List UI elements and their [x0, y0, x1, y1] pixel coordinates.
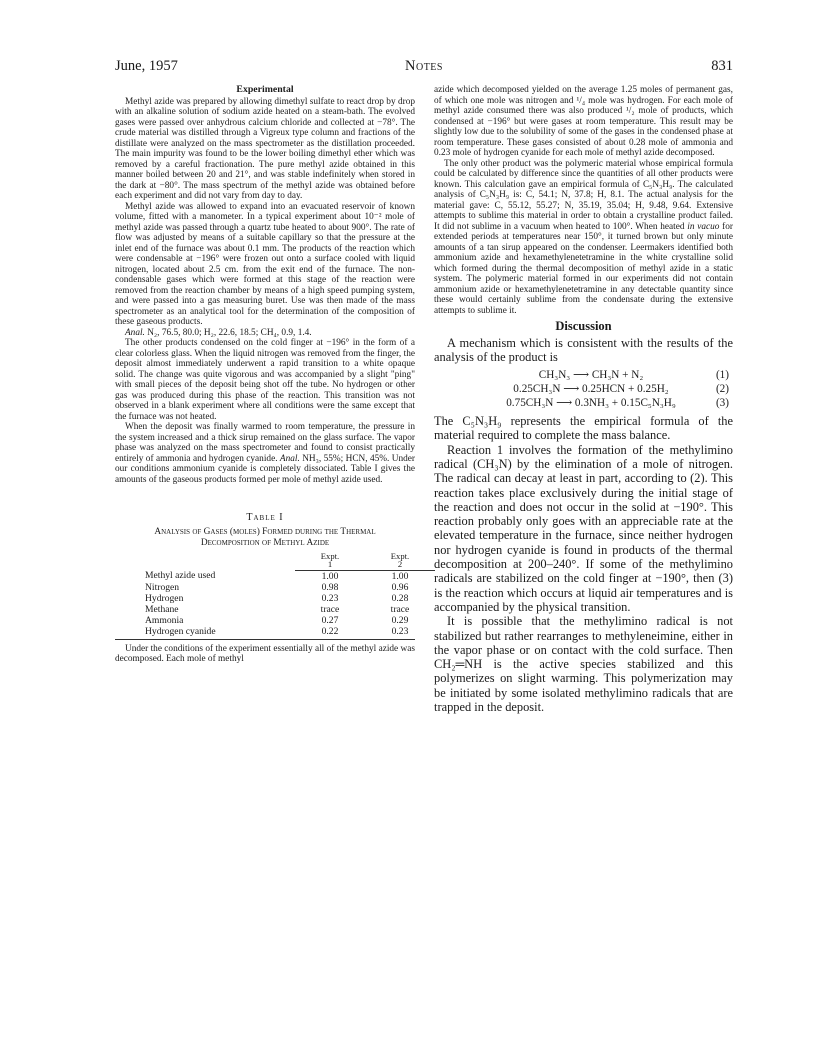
table-header-expt-2: Expt. 2: [365, 551, 435, 571]
table-bottom-rule: [115, 639, 415, 640]
in-vacuo-italic: in vacuo: [687, 221, 720, 232]
table-row: [145, 626, 435, 637]
row-value-expt-1: 0.98: [321, 581, 339, 593]
row-value-expt-2: 1.00: [391, 570, 409, 582]
analysis-gases-paragraph: [115, 328, 415, 339]
continued-paragraph: azide which decomposed yielded on the average 1.25 moles of permanent gas, of which one mole was nitrogen and ¹/₄ mole was hydrogen. For each mole of methyl azide consumed there was also produced ¹/₂ mole of products, which condensed at −196° but were gases at room temperature. This result may be slightly low due to the solubility of some of the gases in the condensed phase at room temperature. These gases consisted of about 0.28 mole of ammonia and 0.23 mole of hydrogen cyanide for each mole of methyl azide decomposed.: [434, 85, 733, 158]
table-1: [115, 513, 415, 640]
anal-label-1: Anal.: [125, 327, 145, 338]
row-label: Methane: [145, 603, 179, 615]
equation-number: (1): [715, 369, 729, 382]
equation-text: 0.25CH₃N ⟶ 0.25HCN + 0.25H₂: [513, 383, 669, 396]
equation-number: (2): [715, 383, 729, 396]
row-value-expt-2: trace: [390, 603, 410, 615]
table-header-expt-1: Expt. 1: [295, 551, 365, 571]
header-date: June, 1957: [115, 58, 178, 74]
equation-text: CH₃N₃ ⟶ CH₃N + N₂: [538, 369, 644, 382]
polymer-paragraph-start: The only other product was the polymeric material whose empirical formula could be calculated by difference since the quantities of all other products were known. This calculation gave an empirical formula of C₅N₃H₉. The calculated analysis of C₅N₃H₉ is: C, 54.1; N, 37.8; H, 8.1. The actual analysis for the material gave: C, 55.12, 55.27; N, 35.19, 35.04; H, 9.48, 9.64. Extensive attempts to sublime this material in order to obtain a crystalline product failed. It did not sublime in a vacuum when heated to 100°. When heated: [434, 158, 733, 232]
discussion-paragraph-1: The C₅N₃H₉ represents the empirical formula of the material required to complete the mass balance.: [434, 414, 733, 443]
table-caption: [115, 527, 415, 549]
after-table-paragraph: Under the conditions of the experiment essentially all of the methyl azide was decomposed. Each mole of methyl: [115, 643, 415, 665]
experimental-paragraph-4-end: NH₃, 55%; HCN, 45%. Under our conditions ammonium cyanide is completely dissociated. Table I gives the amounts of the gaseous products formed per mole of methyl azide used.: [115, 453, 415, 485]
row-label: Hydrogen cyanide: [145, 625, 216, 637]
discussion-heading: Discussion: [555, 319, 612, 333]
table-row: [145, 570, 435, 582]
row-value-expt-2: 0.23: [391, 625, 409, 637]
table-header-row: [145, 551, 435, 571]
polymer-paragraph-end: for extended periods at temperatures near 150°, it turned brown but only minute amounts of a tan sirup appeared on the condenser. Leermakers identified both ammonium azide and hexamethylenetetramine in the white crystalline solid which formed during the thermal decomposition of methyl azide in a static system. The polymeric material formed in our experiments did not contain ammonium azide or hexamethylenetetramine in any detectable quantity since these would certainly sublime from the condensate during the extensive attempts to sublime it.: [434, 221, 733, 316]
row-value-expt-2: 0.96: [391, 581, 409, 593]
gas-analysis-table: [145, 551, 435, 637]
row-value-expt-2: 0.28: [391, 592, 409, 604]
reaction-equations: [434, 368, 733, 410]
experimental-paragraph-4-start: When the deposit was finally warmed to room temperature, the pressure in the system increased and a thick sirup remained on the glass surface. The vapor phase was analyzed on the mass spectrometer and found to consist practically entirely of ammonia and hydrogen cyanide.: [115, 422, 415, 464]
row-label: Methyl azide used: [145, 570, 216, 582]
anal-label-2: Anal.: [279, 453, 300, 464]
table-caption-line-2: Decomposition of Methyl Azide: [200, 537, 330, 548]
discussion-paragraph-2: Reaction 1 involves the formation of the methylimino radical (CH₃N) by the elimination of a mole of nitrogen. The radical can decay at least in part, according to (2). This reaction takes place exclusively during the initial stage of the reaction and does not occur in the solid at −190°. This reaction probably only goes with an appreciable rate at the elevated temperature in the furnace, since neither hydrogen nor hydrogen cyanide is found in products of the thermal decomposition at 200–240°. If some of the methylimino radicals are stabilized on the cold finger at −190°, then (3) is the reaction which occurs at liquid air temperatures and is accompanied by the physical transition.: [434, 442, 733, 614]
equation: [434, 382, 733, 396]
experimental-paragraph-3: The other products condensed on the cold finger at −196° in the form of a clear colorless glass. When the liquid nitrogen was removed from the finger, the deposit almost immediately underwent a rapid transition to a white opaque solid. The change was quite vigorous and was accompanied by a slight "ping" with small pieces of the deposit being shot off the tube. No hydrogen or other gas was produced during this phase of the reaction. This transition was not observed in a blank experiment where all conditions were the same except that the furnace was not heated.: [115, 338, 415, 422]
discussion-intro: A mechanism which is consistent with the results of the analysis of the product is: [434, 335, 733, 364]
table-row: [145, 593, 435, 604]
table-header-blank: [145, 551, 295, 571]
discussion-paragraph-3: It is possible that the methylimino radical is not stabilized but rather rearranges to methyleneimine, either in the vapor phase or on contact with the cold surface. Then CH₂═NH is the active species stabilized and this polymerizes on slight warming. This polymerization may be initiated by some isolated methylimino radicals that are trapped in the deposit.: [434, 614, 733, 715]
equation-text: 0.75CH₃N ⟶ 0.3NH₃ + 0.15C₅N₃H₉: [506, 397, 676, 410]
row-label: Nitrogen: [145, 581, 180, 593]
equation: [434, 368, 733, 382]
row-value-expt-1: 0.23: [321, 592, 339, 604]
header-page-number: 831: [711, 58, 733, 74]
row-value-expt-1: trace: [320, 603, 340, 615]
experimental-heading: Experimental: [236, 84, 294, 95]
table-row: [145, 615, 435, 626]
left-column: [115, 85, 415, 665]
table-row: [145, 582, 435, 593]
analysis-gases-values: N₂, 76.5, 80.0; H₂, 22.6, 18.5; CH₄, 0.9, 1.4.: [147, 327, 312, 338]
row-label: Ammonia: [145, 614, 184, 626]
header-section-title: Notes: [405, 58, 443, 74]
experimental-paragraph-4: [115, 422, 415, 485]
discussion-body: [434, 336, 733, 715]
experimental-paragraph-2: Methyl azide was allowed to expand into an evacuated reservoir of known volume, fitted with a manometer. In a typical experiment about 10⁻² mole of methyl azide was passed through a quartz tube heated to about 900°. The rate of flow was adjusted by means of a suitable capillary so that the pressure at the inlet end of the furnace was about 0.1 mm. The products of the reaction which were condensable at −196° were frozen out onto a surface cooled with liquid nitrogen, located about 2.5 cm. from the exit end of the furnace. The non-condensable gases which were formed at this stage of the reaction were removed from the reaction chamber by means of a high speed pumping system, and were passed into a gas measuring buret. Use was then made of the mass spectrometer as an analytical tool for the determination of the composition of these gaseous products.: [115, 201, 415, 327]
row-label: Hydrogen: [145, 592, 184, 604]
row-value-expt-1: 0.27: [321, 614, 339, 626]
row-value-expt-1: 0.22: [321, 625, 339, 637]
row-value-expt-2: 0.29: [391, 614, 409, 626]
right-column: [434, 85, 733, 714]
table-caption-line-1: Analysis of Gases (moles) Formed during the Thermal: [154, 526, 376, 537]
row-value-expt-1: 1.00: [321, 570, 339, 582]
equation: [434, 396, 733, 410]
equation-number: (3): [715, 397, 729, 410]
table-label: Table I: [246, 512, 284, 523]
experimental-paragraph-1: Methyl azide was prepared by allowing dimethyl sulfate to react drop by drop with an alkaline solution of sodium azide heated on a steam-bath. The evolved gases were passed over anhydrous calcium chloride and collected at −78°. The crude material was distilled through a Vigreux type column and fractions of the distillate were analyzed on the mass spectrometer as the distillation proceeded. The main impurity was found to be the lower boiling dimethyl ether which was removed by a careful fractionation. The pure methyl azide obtained in this manner boiled between 20 and 21°, and was stable indefinitely when stored in the dark at −80°. The mass spectrum of the methyl azide was obtained before each experiment and did not vary from day to day.: [115, 96, 415, 201]
page-header: [115, 58, 733, 78]
polymer-paragraph: [434, 159, 733, 317]
table-row: [145, 604, 435, 615]
